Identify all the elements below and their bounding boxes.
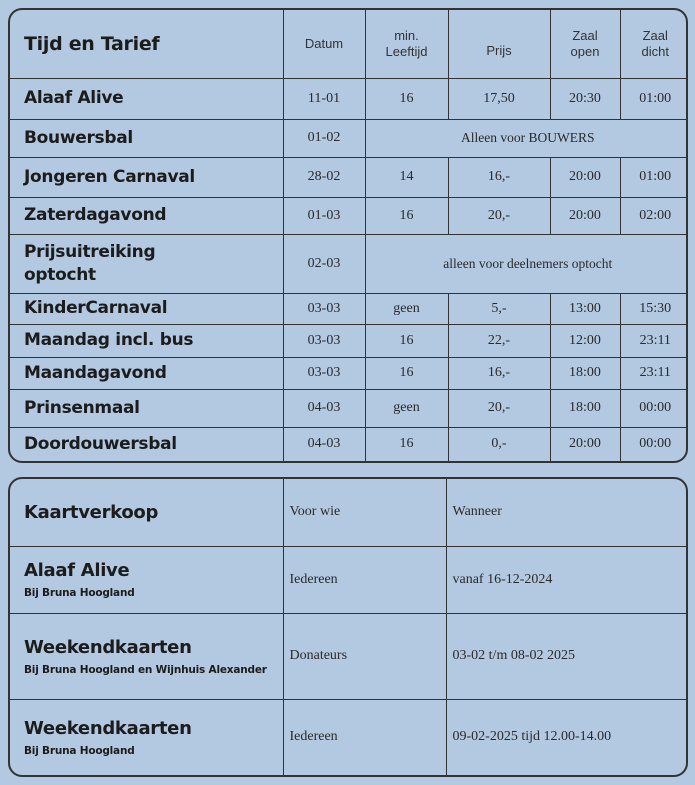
event-open: 12:00 xyxy=(550,324,620,357)
event-name: Maandag incl. bus xyxy=(10,324,283,357)
sales-item-name: Weekendkaarten xyxy=(24,636,192,658)
event-name: Jongeren Carnaval xyxy=(10,157,283,197)
table-row xyxy=(10,324,688,357)
event-datum: 28-02 xyxy=(283,157,365,197)
event-open: 13:00 xyxy=(550,293,620,324)
table-row xyxy=(10,119,688,157)
header-wanneer: Wanneer xyxy=(446,479,686,546)
table-row xyxy=(10,78,688,119)
header-min-leeftijd-line2: Leeftijd xyxy=(385,43,428,59)
table-row xyxy=(10,613,686,699)
event-datum: 01-03 xyxy=(283,197,365,234)
schedule-table xyxy=(10,10,688,461)
ticket-sales-table xyxy=(10,479,686,775)
schedule-header-row xyxy=(10,10,688,78)
sales-item-location: Bij Bruna Hoogland xyxy=(24,744,135,757)
event-prijs: 5,- xyxy=(448,293,550,324)
event-open: 20:30 xyxy=(550,78,620,119)
event-open: 18:00 xyxy=(550,357,620,389)
event-leeftijd: 14 xyxy=(365,157,448,197)
sales-header-row xyxy=(10,479,686,546)
schedule-table-card xyxy=(8,8,688,463)
event-name xyxy=(10,234,283,293)
table-row xyxy=(10,427,688,461)
event-note: alleen voor deelnemers optocht xyxy=(365,234,688,293)
event-leeftijd: geen xyxy=(365,389,448,427)
table-row xyxy=(10,546,686,613)
header-min-leeftijd-line1: min. xyxy=(394,27,419,43)
event-name: KinderCarnaval xyxy=(10,293,283,324)
event-leeftijd: geen xyxy=(365,293,448,324)
header-zaal-dicht-line1: Zaal xyxy=(642,27,668,43)
ticket-sales-card xyxy=(8,477,688,777)
sales-item-location: Bij Bruna Hoogland xyxy=(24,587,135,599)
schedule-title: Tijd en Tarief xyxy=(10,10,283,78)
event-name: Prinsenmaal xyxy=(10,389,283,427)
event-prijs: 20,- xyxy=(448,389,550,427)
event-dicht: 01:00 xyxy=(620,157,688,197)
header-zaal-open-line1: Zaal xyxy=(572,27,598,43)
sales-voor-wie: Donateurs xyxy=(283,613,446,699)
event-datum: 11-01 xyxy=(283,78,365,119)
event-datum: 03-03 xyxy=(283,324,365,357)
event-dicht: 15:30 xyxy=(620,293,688,324)
table-row xyxy=(10,293,688,324)
table-row xyxy=(10,157,688,197)
header-zaal-dicht-line2: dicht xyxy=(641,43,669,59)
event-datum: 02-03 xyxy=(283,234,365,293)
sales-item xyxy=(10,699,283,775)
sales-wanneer: 03-02 t/m 08-02 2025 xyxy=(446,613,686,699)
event-name: Doordouwersbal xyxy=(10,427,283,461)
event-leeftijd: 16 xyxy=(365,427,448,461)
sales-item-name: Weekendkaarten xyxy=(24,717,192,739)
sales-item-name: Alaaf Alive xyxy=(24,560,130,581)
event-dicht: 00:00 xyxy=(620,427,688,461)
event-prijs: 17,50 xyxy=(448,78,550,119)
event-dicht: 00:00 xyxy=(620,389,688,427)
sales-item xyxy=(10,613,283,699)
event-datum: 03-03 xyxy=(283,357,365,389)
event-name: Bouwersbal xyxy=(10,119,283,157)
event-leeftijd: 16 xyxy=(365,357,448,389)
header-zaal-open-line2: open xyxy=(570,43,600,59)
sales-voor-wie: Iedereen xyxy=(283,699,446,775)
event-note: Alleen voor BOUWERS xyxy=(365,119,688,157)
header-zaal-dicht xyxy=(620,10,688,78)
table-row xyxy=(10,389,688,427)
sales-item-location: Bij Bruna Hoogland en Wijnhuis Alexander xyxy=(24,663,267,676)
event-dicht: 02:00 xyxy=(620,197,688,234)
event-name: Alaaf Alive xyxy=(10,78,283,119)
event-name-line1: Prijsuitreiking xyxy=(24,242,156,263)
event-dicht: 23:11 xyxy=(620,324,688,357)
event-prijs: 22,- xyxy=(448,324,550,357)
header-zaal-open xyxy=(550,10,620,78)
table-row xyxy=(10,357,688,389)
event-leeftijd: 16 xyxy=(365,197,448,234)
table-row xyxy=(10,234,688,293)
event-prijs: 16,- xyxy=(448,357,550,389)
event-datum: 01-02 xyxy=(283,119,365,157)
event-datum: 04-03 xyxy=(283,389,365,427)
event-open: 20:00 xyxy=(550,197,620,234)
table-row xyxy=(10,197,688,234)
header-prijs: Prijs xyxy=(448,10,550,78)
event-prijs: 0,- xyxy=(448,427,550,461)
event-prijs: 16,- xyxy=(448,157,550,197)
sales-item xyxy=(10,546,283,613)
event-leeftijd: 16 xyxy=(365,324,448,357)
event-dicht: 01:00 xyxy=(620,78,688,119)
sales-voor-wie: Iedereen xyxy=(283,546,446,613)
event-open: 20:00 xyxy=(550,427,620,461)
sales-wanneer: 09-02-2025 tijd 12.00-14.00 xyxy=(446,699,686,775)
header-voor-wie: Voor wie xyxy=(283,479,446,546)
event-leeftijd: 16 xyxy=(365,78,448,119)
table-row xyxy=(10,699,686,775)
header-datum: Datum xyxy=(283,10,365,78)
sales-wanneer: vanaf 16-12-2024 xyxy=(446,546,686,613)
sales-title: Kaartverkoop xyxy=(10,479,283,546)
event-datum: 03-03 xyxy=(283,293,365,324)
event-name-line2: optocht xyxy=(24,264,96,285)
event-open: 18:00 xyxy=(550,389,620,427)
event-dicht: 23:11 xyxy=(620,357,688,389)
event-open: 20:00 xyxy=(550,157,620,197)
event-datum: 04-03 xyxy=(283,427,365,461)
event-prijs: 20,- xyxy=(448,197,550,234)
event-name: Maandagavond xyxy=(10,357,283,389)
header-min-leeftijd xyxy=(365,10,448,78)
event-name: Zaterdagavond xyxy=(10,197,283,234)
